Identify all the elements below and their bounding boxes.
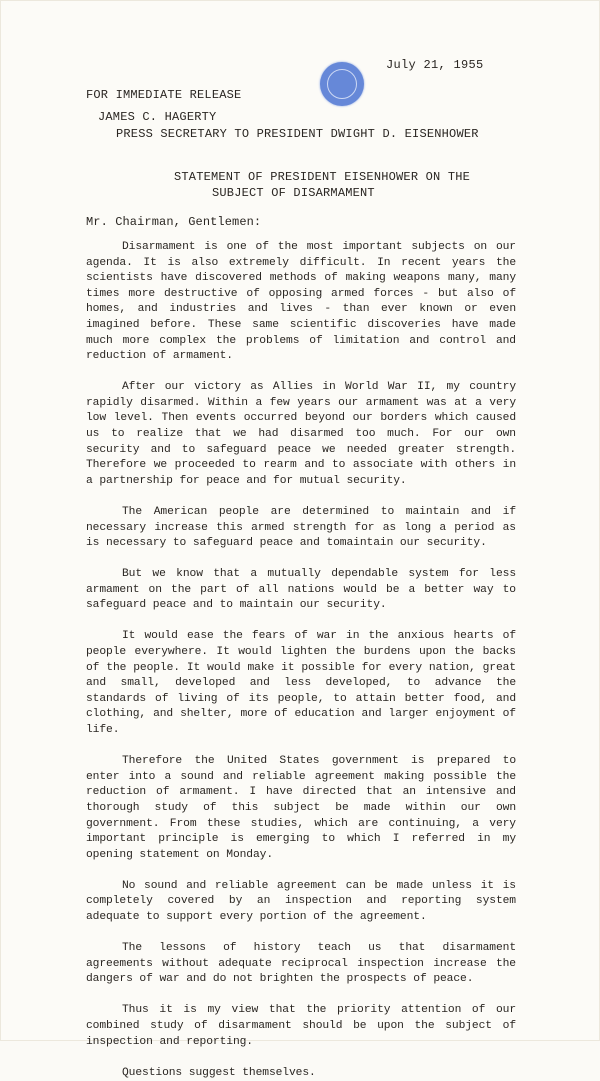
statement-body bbox=[86, 240, 516, 1081]
paragraph-1: Disarmament is one of the most important subjects on our agenda. It is also extremely difficult. In recent years the scientists have discovered methods of making weapons many, many times more destructive of opposing armed forces - but also of homes, and industries and lives - than ever known or even imagined before. These same scientific discoveries have made much more complex the problems of limitation and control and reduction of armament. bbox=[86, 241, 516, 363]
paragraph-8: The lessons of history teach us that disarmament agreements without adequate reciprocal inspection increase the dangers of war and do not brighten the prospects of peace. bbox=[86, 942, 516, 986]
paragraph-10: Questions suggest themselves. bbox=[122, 1066, 316, 1079]
paragraph-4: But we know that a mutually dependable system for less armament on the part of all nations would be a better way to safeguard peace and to maintain our security. bbox=[86, 568, 516, 612]
salutation: Mr. Chairman, Gentlemen: bbox=[86, 215, 262, 229]
release-notice: FOR IMMEDIATE RELEASE bbox=[86, 88, 242, 102]
statement-title-line-1: STATEMENT OF PRESIDENT EISENHOWER ON THE bbox=[174, 170, 471, 184]
library-stamp-icon bbox=[320, 62, 364, 106]
paragraph-6: Therefore the United States government is prepared to enter into a sound and reliable agreement making possible the reduction of armament. I have directed that an intensive and thorough study of this subject be made within our own government. From these studies, which are continuing, a very important principle is emerging to which I referred in my opening statement on Monday. bbox=[86, 755, 516, 861]
paragraph-7: No sound and reliable agreement can be made unless it is completely covered by an inspection and reporting system adequate to support every portion of the agreement. bbox=[86, 879, 516, 923]
paragraph-5: It would ease the fears of war in the anxious hearts of people everywhere. It would lighten the burdens upon the backs of the people. It would make it possible for every nation, great and small, developed and less developed, to advance the standards of living of its people, to attain better food, and clothing, and shelter, more of education and larger enjoyment of life. bbox=[86, 630, 516, 737]
paragraph-2: After our victory as Allies in World War II, my country rapidly disarmed. Within a few years our armament was at a very low level. Then events occurred beyond our borders which caused us to realize that we had disarmed too much. For our own security and to safeguard peace we needed greater strength. Therefore we proceeded to rearm and to associate with others in a partnership for peace and for mutual security. bbox=[86, 381, 516, 487]
author-name: JAMES C. HAGERTY bbox=[98, 110, 217, 124]
paragraph-9: Thus it is my view that the priority attention of our combined study of disarmament should be upon the subject of inspection and reporting. bbox=[86, 1004, 516, 1048]
date: July 21, 1955 bbox=[386, 58, 484, 72]
library-stamp-ring bbox=[327, 69, 357, 99]
author-position: PRESS SECRETARY TO PRESIDENT DWIGHT D. EISENHOWER bbox=[116, 127, 479, 141]
paragraph-3: The American people are determined to maintain and if necessary increase this armed strength for as long a period as is necessary to safeguard peace and tomaintain our security. bbox=[86, 505, 516, 550]
statement-title-line-2: SUBJECT OF DISARMAMENT bbox=[212, 186, 375, 200]
